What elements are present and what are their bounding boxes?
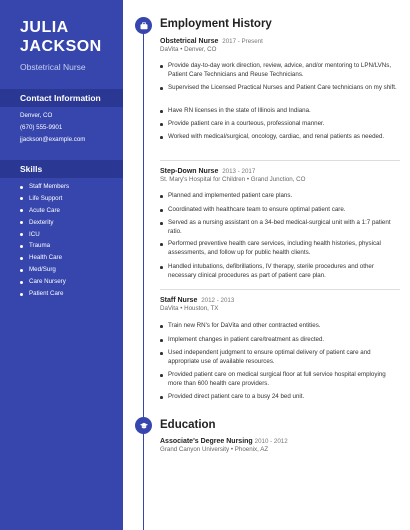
bullet-item: Supervised the Licensed Practical Nurses and Patient Care technicians on my shift. bbox=[160, 84, 398, 93]
bullet-item: Provided patient care on medical surgical floor at full service hospital employing more than 600 health care providers. bbox=[160, 371, 398, 389]
bullet-icon bbox=[160, 87, 163, 90]
job-company-line bbox=[160, 176, 400, 183]
bullet-icon bbox=[20, 197, 23, 200]
job-location: Grand Junction, CO bbox=[250, 176, 306, 183]
bullet-item: Handled intubations, defibrillations, IV therapy, sterile procedures and other necessary clinical procedures as part of patient care plan. bbox=[160, 263, 398, 281]
contact-heading-band bbox=[0, 89, 123, 107]
bullet-icon bbox=[160, 325, 163, 328]
job-company-line bbox=[160, 305, 400, 312]
contact-location: Denver, CO bbox=[20, 112, 53, 119]
bullet-icon bbox=[20, 221, 23, 224]
skills-list bbox=[20, 181, 69, 300]
skill-item: Acute Care bbox=[20, 205, 69, 217]
job-location: Houston, TX bbox=[184, 305, 219, 312]
contact-phone: (670) 555-9901 bbox=[20, 124, 63, 131]
briefcase-icon bbox=[135, 17, 152, 34]
last-name: JACKSON bbox=[20, 38, 102, 55]
bullet-icon bbox=[160, 209, 163, 212]
bullet-item: Provide patient care in a courteous, professional manner. bbox=[160, 120, 398, 129]
job-company: St. Mary's Hospital for Children bbox=[160, 176, 246, 183]
job-dates: 2017 - Present bbox=[222, 38, 263, 45]
job-company-line bbox=[160, 46, 400, 53]
job-role: Obstetrical Nurse bbox=[160, 38, 219, 45]
job-header bbox=[160, 168, 400, 175]
contact-email[interactable]: jjackson@example.com bbox=[20, 136, 86, 143]
timeline-line bbox=[143, 24, 144, 530]
section-divider bbox=[160, 289, 400, 290]
bullet-icon bbox=[160, 123, 163, 126]
job-company: DaVita bbox=[160, 46, 179, 53]
contact-heading: Contact Information bbox=[20, 93, 101, 103]
skill-item: Med/Surg bbox=[20, 264, 69, 276]
section-divider bbox=[160, 160, 400, 161]
skill-item: Care Nursery bbox=[20, 276, 69, 288]
bullet-icon bbox=[20, 233, 23, 236]
separator: • bbox=[180, 305, 183, 312]
skill-item: Patient Care bbox=[20, 288, 69, 300]
education-school-line bbox=[160, 446, 400, 453]
sidebar bbox=[0, 0, 123, 530]
bullet-icon bbox=[160, 195, 163, 198]
bullet-item: Provided direct patient care to a busy 24 bed unit. bbox=[160, 393, 398, 402]
skills-heading-band bbox=[0, 160, 123, 178]
job-header bbox=[160, 297, 400, 304]
bullet-icon bbox=[160, 243, 163, 246]
bullet-icon bbox=[160, 374, 163, 377]
first-name: JULIA bbox=[20, 19, 69, 36]
skill-item: Dexterity bbox=[20, 217, 69, 229]
bullet-item: Train new RN's for DaVita and other contracted entities. bbox=[160, 322, 398, 331]
bullet-item: Planned and implemented patient care plans. bbox=[160, 192, 398, 201]
bullet-icon bbox=[160, 65, 163, 68]
skills-heading: Skills bbox=[20, 164, 43, 174]
education-dates: 2010 - 2012 bbox=[254, 438, 288, 445]
bullet-item: Worked with medical/surgical, oncology, cardiac, and renal patients as needed. bbox=[160, 133, 398, 142]
job-company: DaVita bbox=[160, 305, 179, 312]
bullet-icon bbox=[160, 266, 163, 269]
bullet-item: Served as a nursing assistant on a 34-bed medical-surgical unit with a 1:7 patient ratio. bbox=[160, 219, 398, 237]
skill-item: Health Care bbox=[20, 252, 69, 264]
education-heading: Education bbox=[160, 419, 216, 431]
employment-heading: Employment History bbox=[160, 18, 272, 30]
bullet-icon bbox=[20, 269, 23, 272]
job-header bbox=[160, 38, 400, 45]
skill-item: Staff Members bbox=[20, 181, 69, 193]
separator: • bbox=[246, 176, 249, 183]
bullet-item: Implement changes in patient care/treatment as directed. bbox=[160, 336, 398, 345]
separator: • bbox=[230, 446, 234, 453]
job-dates: 2012 - 2013 bbox=[201, 297, 235, 304]
bullet-icon bbox=[160, 222, 163, 225]
bullet-icon bbox=[160, 136, 163, 139]
job-entry bbox=[160, 297, 400, 400]
bullet-icon bbox=[20, 186, 23, 189]
bullet-icon bbox=[20, 281, 23, 284]
bullet-item: Used independent judgment to ensure optimal delivery of patient care and appropriate use of available resources. bbox=[160, 349, 398, 367]
bullet-icon bbox=[160, 339, 163, 342]
graduation-cap-icon bbox=[135, 417, 152, 434]
education-header bbox=[160, 438, 400, 445]
job-entry bbox=[160, 38, 400, 140]
bullet-item: Have RN licenses in the state of Illinois and Indiana. bbox=[160, 107, 398, 116]
degree: Associate's Degree Nursing bbox=[160, 438, 253, 445]
job-dates: 2013 - 2017 bbox=[222, 168, 256, 175]
bullet-icon bbox=[160, 352, 163, 355]
job-location: Denver, CO bbox=[184, 46, 217, 53]
bullet-icon bbox=[160, 110, 163, 113]
bullet-icon bbox=[20, 257, 23, 260]
skill-item: ICU bbox=[20, 229, 69, 241]
separator: • bbox=[180, 46, 183, 53]
skill-item: Trauma bbox=[20, 240, 69, 252]
school: Grand Canyon University bbox=[160, 446, 230, 453]
bullet-icon bbox=[20, 293, 23, 296]
job-role: Staff Nurse bbox=[160, 297, 198, 304]
bullet-item: Coordinated with healthcare team to ensure optimal patient care. bbox=[160, 206, 398, 215]
job-title: Obstetrical Nurse bbox=[20, 62, 86, 72]
education-entry bbox=[160, 438, 400, 453]
bullet-item: Provide day-to-day work direction, review, advice, and/or mentoring to LPN/LVNs, Patient Care Technicians and Reuse Technicians. bbox=[160, 62, 398, 80]
job-entry bbox=[160, 168, 400, 279]
job-role: Step-Down Nurse bbox=[160, 168, 219, 175]
bullet-icon bbox=[160, 396, 163, 399]
bullet-icon bbox=[20, 209, 23, 212]
candidate-name bbox=[20, 18, 102, 56]
skill-item: Life Support bbox=[20, 193, 69, 205]
school-location: Phoenix, AZ bbox=[234, 446, 269, 453]
bullet-icon bbox=[20, 245, 23, 248]
bullet-item: Performed preventive health care services, including health histories, physical assessments, and follow up for public health clients. bbox=[160, 240, 398, 258]
